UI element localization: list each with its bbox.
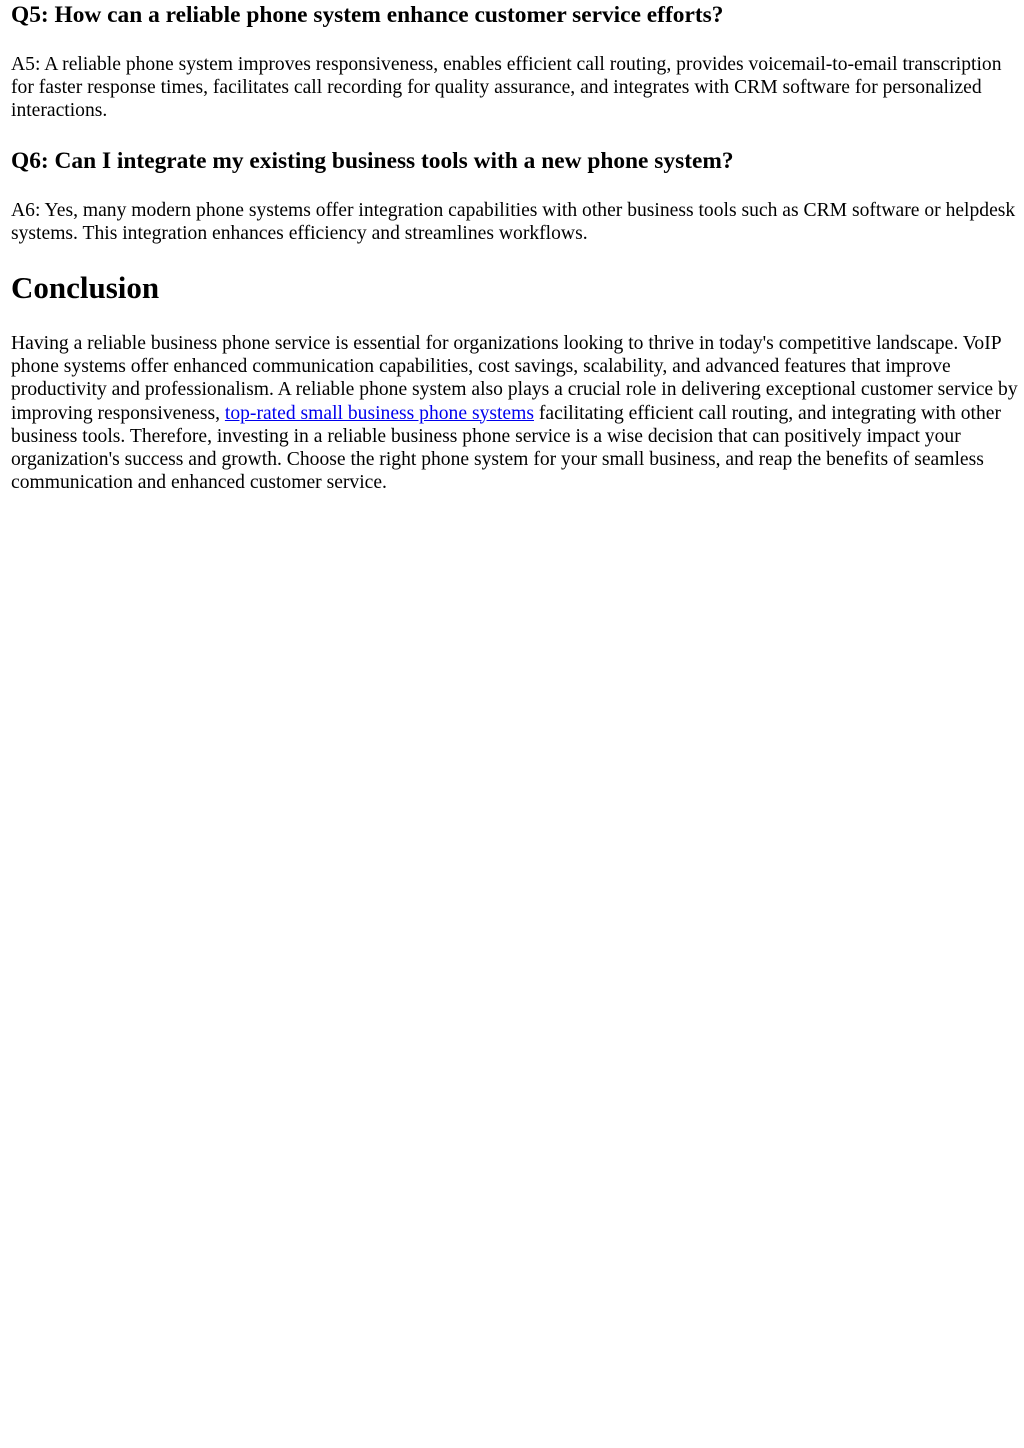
conclusion-paragraph [11, 332, 1019, 494]
phone-systems-link[interactable]: top-rated small business phone systems [224, 402, 534, 424]
faq-question-6: Q6: Can I integrate my existing business tools with a new phone system? [11, 148, 734, 174]
faq-answer-5: A5: A reliable phone system improves responsiveness, enables efficient call routing, provides voicemail-to-email transcription for faster response times, facilitates call recording for quality assurance, and integrates with CRM software for personalized interactions. [11, 54, 1002, 122]
conclusion-text-part-2: facilitating efficient call routing, and integrating with other business tools. Therefore, investing in a reliable business phone service is a wise decision that can positively impact your organization's success and growth. Choose the right phone system for your small business, and reap the benefits of seamless communication and enhanced customer service. [11, 402, 1002, 494]
conclusion-text-part-1: Having a reliable business phone service is essential for organizations looking to thrive in today's competitive landscape. VoIP phone systems offer enhanced communication capabilities, cost savings, scalability, and advanced features that improve productivity and professionalism. A reliable phone system also plays a crucial role in delivering exceptional customer service by improving responsiveness, [11, 333, 1018, 424]
conclusion-heading: Conclusion [11, 270, 160, 305]
faq-answer-6: A6: Yes, many modern phone systems offer integration capabilities with other business tools such as CRM software or helpdesk systems. This integration enhances efficiency and streamlines workflows. [11, 200, 1016, 245]
faq-question-5: Q5: How can a reliable phone system enhance customer service efforts? [11, 2, 724, 28]
